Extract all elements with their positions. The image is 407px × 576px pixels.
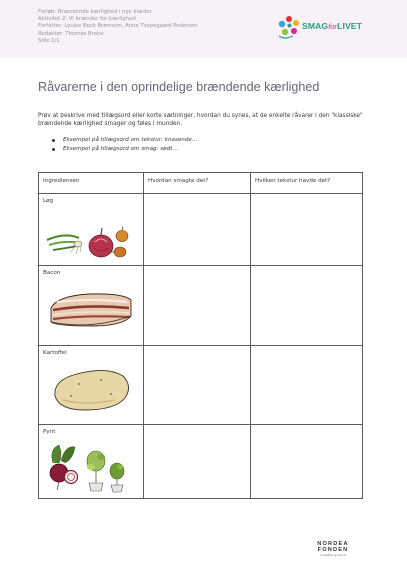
logo-text-main: SMAG — [302, 21, 329, 31]
logo-text-for: for — [328, 22, 338, 31]
table-row — [39, 425, 363, 499]
column-header-taste: Hvordan smagte det? — [144, 173, 251, 194]
ingredient-label: Bacon — [43, 270, 61, 276]
meta-activity: Aktivitet 2: Vi brænder for kærlighed — [38, 16, 136, 23]
meta-editor: Redaktør: Thomas Brahe — [38, 30, 104, 37]
meta-page: Side 1/1 — [38, 37, 60, 44]
logo-text-end: LIVET — [337, 21, 362, 31]
texture-cell[interactable] — [251, 266, 363, 346]
table-row — [39, 266, 363, 346]
list-item: Eksempel på tillægsord om tekstur: knasende… — [52, 136, 352, 145]
ingredients-table — [38, 172, 363, 499]
intro-text: Prøv at beskrive med tillægsord eller korte sætninger, hvordan du synes, at de enkelte råvarer i den "klassiske" brændende kærlighed smager og føles i munden. — [38, 113, 363, 127]
texture-cell[interactable] — [251, 346, 363, 425]
ingredient-label: Kartoffel — [43, 350, 67, 356]
table-header-row — [39, 173, 363, 194]
nordea-brand-line2: FONDEN — [317, 547, 349, 553]
potato-illustration — [49, 364, 133, 416]
column-header-ingredient: Ingrediensen — [39, 173, 144, 194]
list-item: Eksempel på tillægsord om smag: sødt… — [52, 145, 352, 154]
nordea-fonden-logo — [313, 541, 353, 557]
ingredient-cell — [39, 425, 144, 499]
table-row — [39, 346, 363, 425]
beetroot-and-herbs-illustration — [45, 437, 137, 493]
table-row — [39, 194, 363, 266]
taste-cell[interactable] — [144, 266, 251, 346]
texture-cell[interactable] — [251, 425, 363, 499]
ingredient-cell — [39, 194, 144, 266]
document-meta — [38, 9, 258, 45]
column-header-texture: Hvilken tekstur havde det? — [251, 173, 363, 194]
ingredient-label: Løg — [43, 198, 54, 204]
taste-cell[interactable] — [144, 194, 251, 266]
nordea-brand-line1: NORDEA — [317, 541, 349, 547]
ingredient-cell — [39, 346, 144, 425]
ingredient-cell — [39, 266, 144, 346]
texture-cell[interactable] — [251, 194, 363, 266]
bacon-illustration — [47, 286, 135, 334]
taste-cell[interactable] — [144, 425, 251, 499]
taste-cell[interactable] — [144, 346, 251, 425]
onions-illustration — [45, 212, 137, 262]
page-title: Råvarerne i den oprindelige brændende kærlighed — [38, 80, 320, 94]
ingredient-label: Pynt — [43, 429, 56, 435]
logo-wordmark — [302, 21, 362, 31]
meta-course: Forløb: Brændende kærlighed i nye klæder — [38, 9, 153, 15]
meta-authors: Forfatter: Louise Beck Brønnum, Anne Tvspegaard Pedersen — [38, 23, 198, 30]
nordea-tagline: Vi støtter gode liv — [319, 553, 347, 557]
examples-list — [52, 136, 352, 154]
